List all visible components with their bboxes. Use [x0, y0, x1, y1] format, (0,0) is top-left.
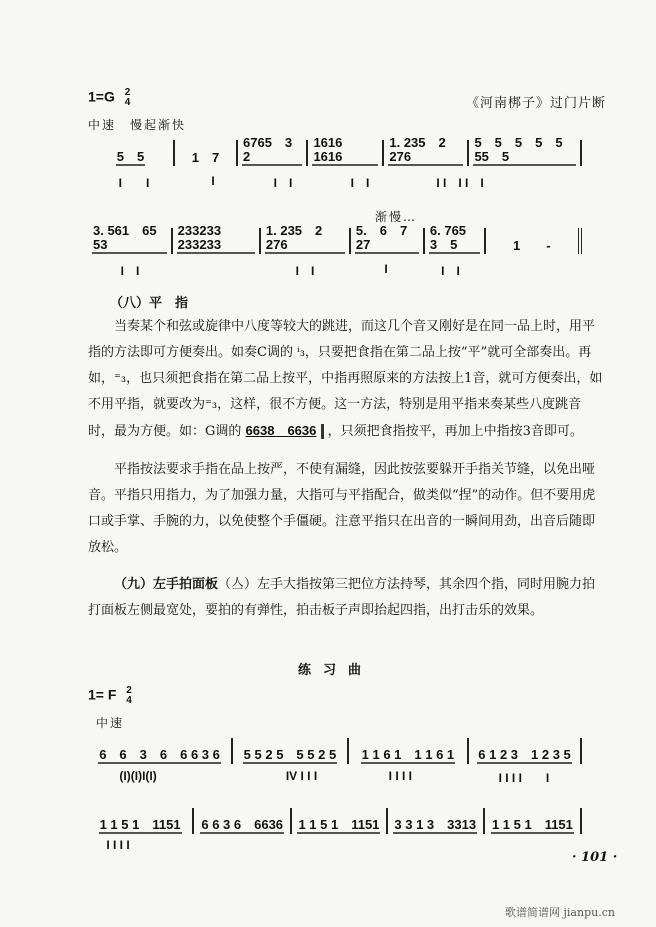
string-mark: IV I I I [285, 769, 318, 783]
string-mark: I I I I [106, 838, 130, 852]
string-marks-3 [84, 769, 578, 786]
string-mark: (I)(I)I(I) [119, 769, 157, 783]
paragraph-end: ，只须把食指按平，再加上中指按3音即可。 [327, 424, 583, 439]
string-mark: I I I I I [498, 771, 550, 785]
staff-line-1 [88, 135, 582, 166]
measure: 1 7 [175, 140, 238, 166]
measure: 1 - [486, 228, 582, 254]
string-mark: I I [273, 176, 293, 190]
measure: 6. 765 3 5 [425, 228, 486, 254]
measure: 1 1 5 1 1151 [485, 808, 582, 834]
string-mark: I I I I [388, 769, 413, 783]
measure: 233233 233233 [173, 228, 261, 254]
measure: 5 5 [88, 140, 175, 166]
string-marks-4 [88, 838, 582, 852]
staff-line-3 [88, 738, 582, 764]
string-mark: I I I I I [436, 176, 484, 190]
measure: 5 5 2 5 5 5 2 5 [233, 738, 349, 764]
key-signature: 1=G 2 4 [88, 87, 131, 108]
section-9-text [88, 572, 606, 624]
string-marks-1 [88, 174, 582, 191]
measure: 3. 561 65 53 [88, 228, 173, 254]
paragraph: 当奏某个和弦或旋律中八度等较大的跳进，而这几个音又刚好是在同一品上时，用平指的方法即可方便奏出。如奏C调的 ⁱ₃，只要把食指在第二品上按“平”就可全部奏出。再如，⁼₃，也只须把食指在第二品上按平，中指再照原来的方法按上1音，就可方便奏出，如不用平指，就要改为⁼₃，这样，很不方便。这一方法，特别是用平指来奏某些八度跳音时，最为方便。如：G调的 [88, 319, 603, 439]
measure: 5. 6 7 27 [351, 228, 425, 254]
piece-title: 《河南梆子》过门片断 [466, 96, 607, 111]
page-number: · 101 · [572, 850, 618, 865]
measure: 1616 1616 [308, 140, 384, 166]
string-mark: I I [441, 264, 460, 278]
watermark: 歌谱简谱网 jianpu.cn [505, 906, 615, 919]
string-mark: I I [120, 264, 140, 278]
measure: 6 6 3 6 6 6 3 6 [88, 738, 233, 764]
paragraph: （亼）左手大指按第三把位方法持琴，其余四个指，同时用腕力拍打面板左侧最宽处，要拍的有弹性，拍击板子声即抬起四指，出打击乐的效果。 [88, 577, 596, 618]
measure: 3 3 1 3 3313 [388, 808, 485, 834]
string-mark: I [384, 262, 388, 276]
string-mark: I I [295, 264, 315, 278]
measure: 6765 3 2 [238, 140, 308, 166]
paragraph: 平指按法要求手指在品上按严，不使有漏缝，因此按弦要躲开手指关节缝，以免出哑音。平指只用指力，为了加强力量，大指可与平指配合，做类似“捏”的动作。但不要用虎口或手掌、手腕的力，以免使整个手僵硬。注意平指只在出音的一瞬间用劲，出音后随即放松。 [88, 462, 596, 555]
measure: 6 6 3 6 6636 [194, 808, 292, 834]
exercise-tempo: 中速 [96, 716, 125, 730]
staff-line-2 [88, 223, 582, 254]
measure: 1. 235 2 276 [384, 140, 469, 166]
measure: 1 1 6 1 1 1 6 1 [349, 738, 469, 764]
measure: 5 5 5 5 5 55 5 [469, 140, 582, 166]
ritardando-marking: 渐慢… [375, 210, 418, 224]
staff-line-4 [88, 808, 582, 834]
exercise-title: 练习曲 [298, 663, 374, 678]
inline-notation: 6638 6636 [245, 423, 317, 438]
section-heading-8: （八）平 指 [110, 296, 189, 311]
exercise-key-signature: 1= F 2 4 [88, 685, 132, 706]
measure: 1 1 5 1 1151 [292, 808, 387, 834]
section-heading-9: （九）左手拍面板 [114, 577, 219, 592]
string-mark: I I [118, 176, 150, 190]
time-signature: 2 4 [124, 87, 131, 108]
string-mark: I [211, 174, 215, 188]
section-8-text [88, 314, 606, 561]
string-mark [172, 262, 260, 279]
string-marks-2 [88, 262, 582, 279]
measure: 6 1 2 3 1 2 3 5 [469, 738, 582, 764]
time-signature: 2 4 [126, 685, 132, 706]
tempo-marking: 中速 慢起渐快 [88, 118, 187, 132]
string-mark: I I [350, 176, 370, 190]
measure: 1 1 5 1 1151 [88, 808, 194, 834]
measure: 1. 235 2 276 [261, 228, 351, 254]
